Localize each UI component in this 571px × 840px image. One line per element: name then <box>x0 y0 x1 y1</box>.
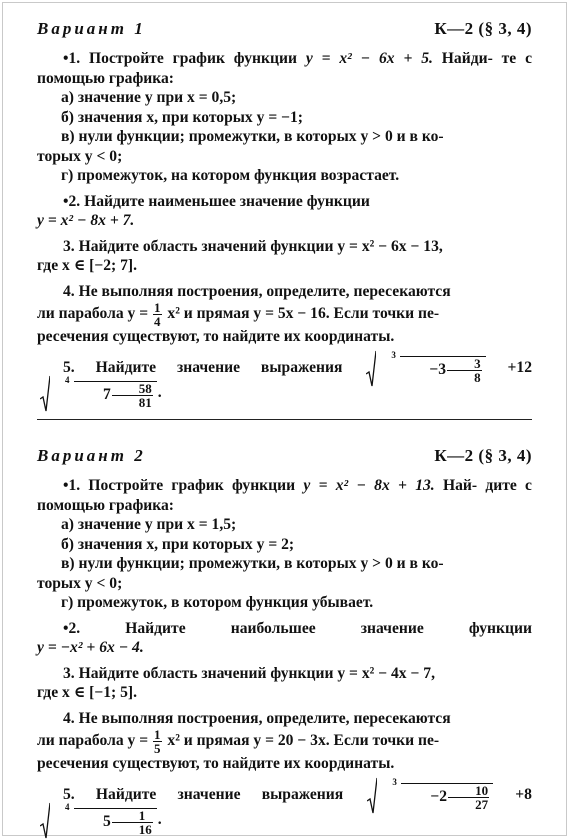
task-text: x² и прямая y = 20 − 3x. Если точки пе- <box>167 732 440 749</box>
task-text: те с помощью графика: <box>37 50 533 87</box>
root-body <box>74 807 157 837</box>
function-formula: y = x² − 6x + 5. <box>305 50 433 67</box>
mixed-whole: 7 <box>103 386 111 403</box>
variant-1-header <box>37 17 532 43</box>
task-text: Найдите наименьшее значение функции <box>84 192 370 210</box>
v1-task-1-a: а) значение y при x = 0,5; <box>61 89 237 106</box>
task-text: Най- <box>442 477 478 494</box>
root-body <box>74 380 157 410</box>
task-number: •2. <box>63 192 81 210</box>
fraction-denominator: 27 <box>475 796 489 812</box>
task-text: ли парабола y = <box>37 305 149 322</box>
fraction <box>447 357 482 384</box>
cube-root <box>365 350 485 385</box>
task-number: •2. <box>63 619 81 637</box>
function-formula: y = x² − 8x + 13. <box>303 477 435 494</box>
task-text: ли парабола y = <box>37 732 149 749</box>
v1-task-1-c: в) нули функции; промежутки, в которых y > 0 и в ко- <box>61 128 444 145</box>
task-number: 4. <box>63 709 75 727</box>
task-text: Найди- <box>441 50 493 67</box>
function-formula: y = x² − 8x + 7. <box>37 212 135 229</box>
operator: +12 <box>507 359 533 377</box>
variant-1-section <box>37 17 533 410</box>
fraction <box>153 301 162 328</box>
v1-task-5 <box>37 350 533 410</box>
task-text: Найдите значение выражения <box>95 359 343 377</box>
fraction <box>448 784 489 811</box>
task-text: Не выполняя построения, определите, пересекаются <box>78 709 451 727</box>
fraction-numerator: 10 <box>448 784 489 798</box>
variant-1-title: Вариант 1 <box>37 19 146 38</box>
v2-task-2 <box>37 619 532 658</box>
v1-task-1 <box>37 49 532 186</box>
task-text: Постройте график функции <box>89 50 297 67</box>
root-index: 3 <box>391 350 396 360</box>
task-number: 3. <box>63 664 75 682</box>
task-text: Найдите область значений функции y = x² − 6x − 13, <box>78 237 443 255</box>
fraction-denominator: 16 <box>138 821 152 837</box>
root-index: 4 <box>65 375 70 385</box>
task-number: 3. <box>63 237 75 255</box>
variant-2-section <box>37 444 532 837</box>
task-text: дите с помощью графика: <box>37 477 532 514</box>
cube-root <box>366 777 493 812</box>
fraction-denominator: 5 <box>154 740 161 756</box>
fourth-root <box>39 375 157 410</box>
period: . <box>157 384 162 402</box>
operator: +8 <box>515 786 532 804</box>
v2-task-4 <box>37 709 532 774</box>
root-index: 4 <box>65 802 70 812</box>
v1-task-1-statement <box>37 49 532 88</box>
fraction <box>112 382 153 409</box>
v2-task-5-statement <box>37 777 532 837</box>
task-number: •1. <box>63 50 81 67</box>
task-number: 5. <box>63 359 75 377</box>
period: . <box>157 811 162 829</box>
v1-task-5-statement <box>37 350 533 410</box>
task-text: Найдите значение выражения <box>95 786 344 804</box>
fraction <box>112 809 153 836</box>
task-text: где x ∈ [−1; 5]. <box>37 684 138 701</box>
variant-2-title: Вариант 2 <box>37 446 146 465</box>
v2-task-2-statement <box>37 619 532 639</box>
section-divider <box>37 419 532 420</box>
v1-task-4-statement <box>37 282 532 302</box>
fraction-numerator: 1 <box>112 809 153 823</box>
fraction-numerator: 1 <box>154 726 161 742</box>
v1-task-4 <box>37 282 532 347</box>
task-text: ресечения существуют, то найдите их координаты. <box>37 327 395 345</box>
task-text: Найдите область значений функции y = x² − 4x − 7, <box>78 664 435 682</box>
v2-task-1 <box>37 476 532 613</box>
v2-task-1-b: б) значения x, при которых y = 2; <box>61 535 295 553</box>
task-text: x² и прямая y = 5x − 16. Если точки пе- <box>167 305 440 322</box>
variant-1-code: К—2 (§ 3, 4) <box>434 19 532 38</box>
v1-task-3 <box>37 237 532 276</box>
v1-task-4-line2 <box>37 299 532 329</box>
v2-task-1-d: г) промежуток, в котором функция убывает. <box>61 594 374 611</box>
v2-task-1-statement <box>37 476 532 515</box>
task-text: Найдите наибольшее значение функции <box>125 619 532 637</box>
root-body <box>401 782 493 812</box>
fraction-denominator: 81 <box>138 394 152 410</box>
variant-2-header <box>37 444 532 470</box>
v2-task-1-c-cont: торых y < 0; <box>37 574 123 592</box>
v2-task-4-line2 <box>37 726 532 756</box>
mixed-whole: −3 <box>429 361 447 378</box>
v2-task-1-c: в) нули функции; промежутки, в которых y > 0 и в ко- <box>61 555 444 572</box>
v2-task-1-a: а) значение y при x = 1,5; <box>61 516 237 533</box>
task-text: ресечения существуют, то найдите их координаты. <box>37 754 395 772</box>
v2-task-3-statement <box>37 664 532 684</box>
worksheet-page <box>2 2 567 836</box>
v1-task-2-statement <box>37 192 532 212</box>
v2-task-3 <box>37 664 532 703</box>
fraction-numerator: 1 <box>154 299 161 315</box>
task-text: где x ∈ [−2; 7]. <box>37 257 138 274</box>
v2-task-5 <box>37 777 532 837</box>
fraction-denominator: 8 <box>474 369 481 385</box>
root-index: 3 <box>392 777 397 787</box>
mixed-whole: −2 <box>430 788 448 805</box>
v1-task-1-d: г) промежуток, на котором функция возрастает. <box>61 167 400 184</box>
task-text: Постройте график функции <box>88 477 296 494</box>
task-number: 4. <box>63 282 75 300</box>
root-body <box>400 355 485 385</box>
v1-task-1-c-cont: торых y < 0; <box>37 147 123 165</box>
fraction <box>153 728 162 755</box>
task-number: •1. <box>63 477 81 494</box>
fraction-numerator: 58 <box>112 382 153 396</box>
mixed-whole: 5 <box>103 813 111 830</box>
fraction-denominator: 4 <box>154 313 161 329</box>
task-text: Не выполняя построения, определите, пересекаются <box>78 282 451 300</box>
fourth-root <box>39 802 157 837</box>
task-number: 5. <box>63 786 75 804</box>
v1-task-1-b: б) значения x, при которых y = −1; <box>61 108 303 126</box>
v1-task-2 <box>37 192 532 231</box>
v1-task-3-statement <box>37 237 532 257</box>
fraction-numerator: 3 <box>447 357 482 371</box>
variant-2-code: К—2 (§ 3, 4) <box>434 446 532 465</box>
function-formula: y = −x² + 6x − 4. <box>37 639 144 656</box>
v2-task-4-statement <box>37 709 532 729</box>
